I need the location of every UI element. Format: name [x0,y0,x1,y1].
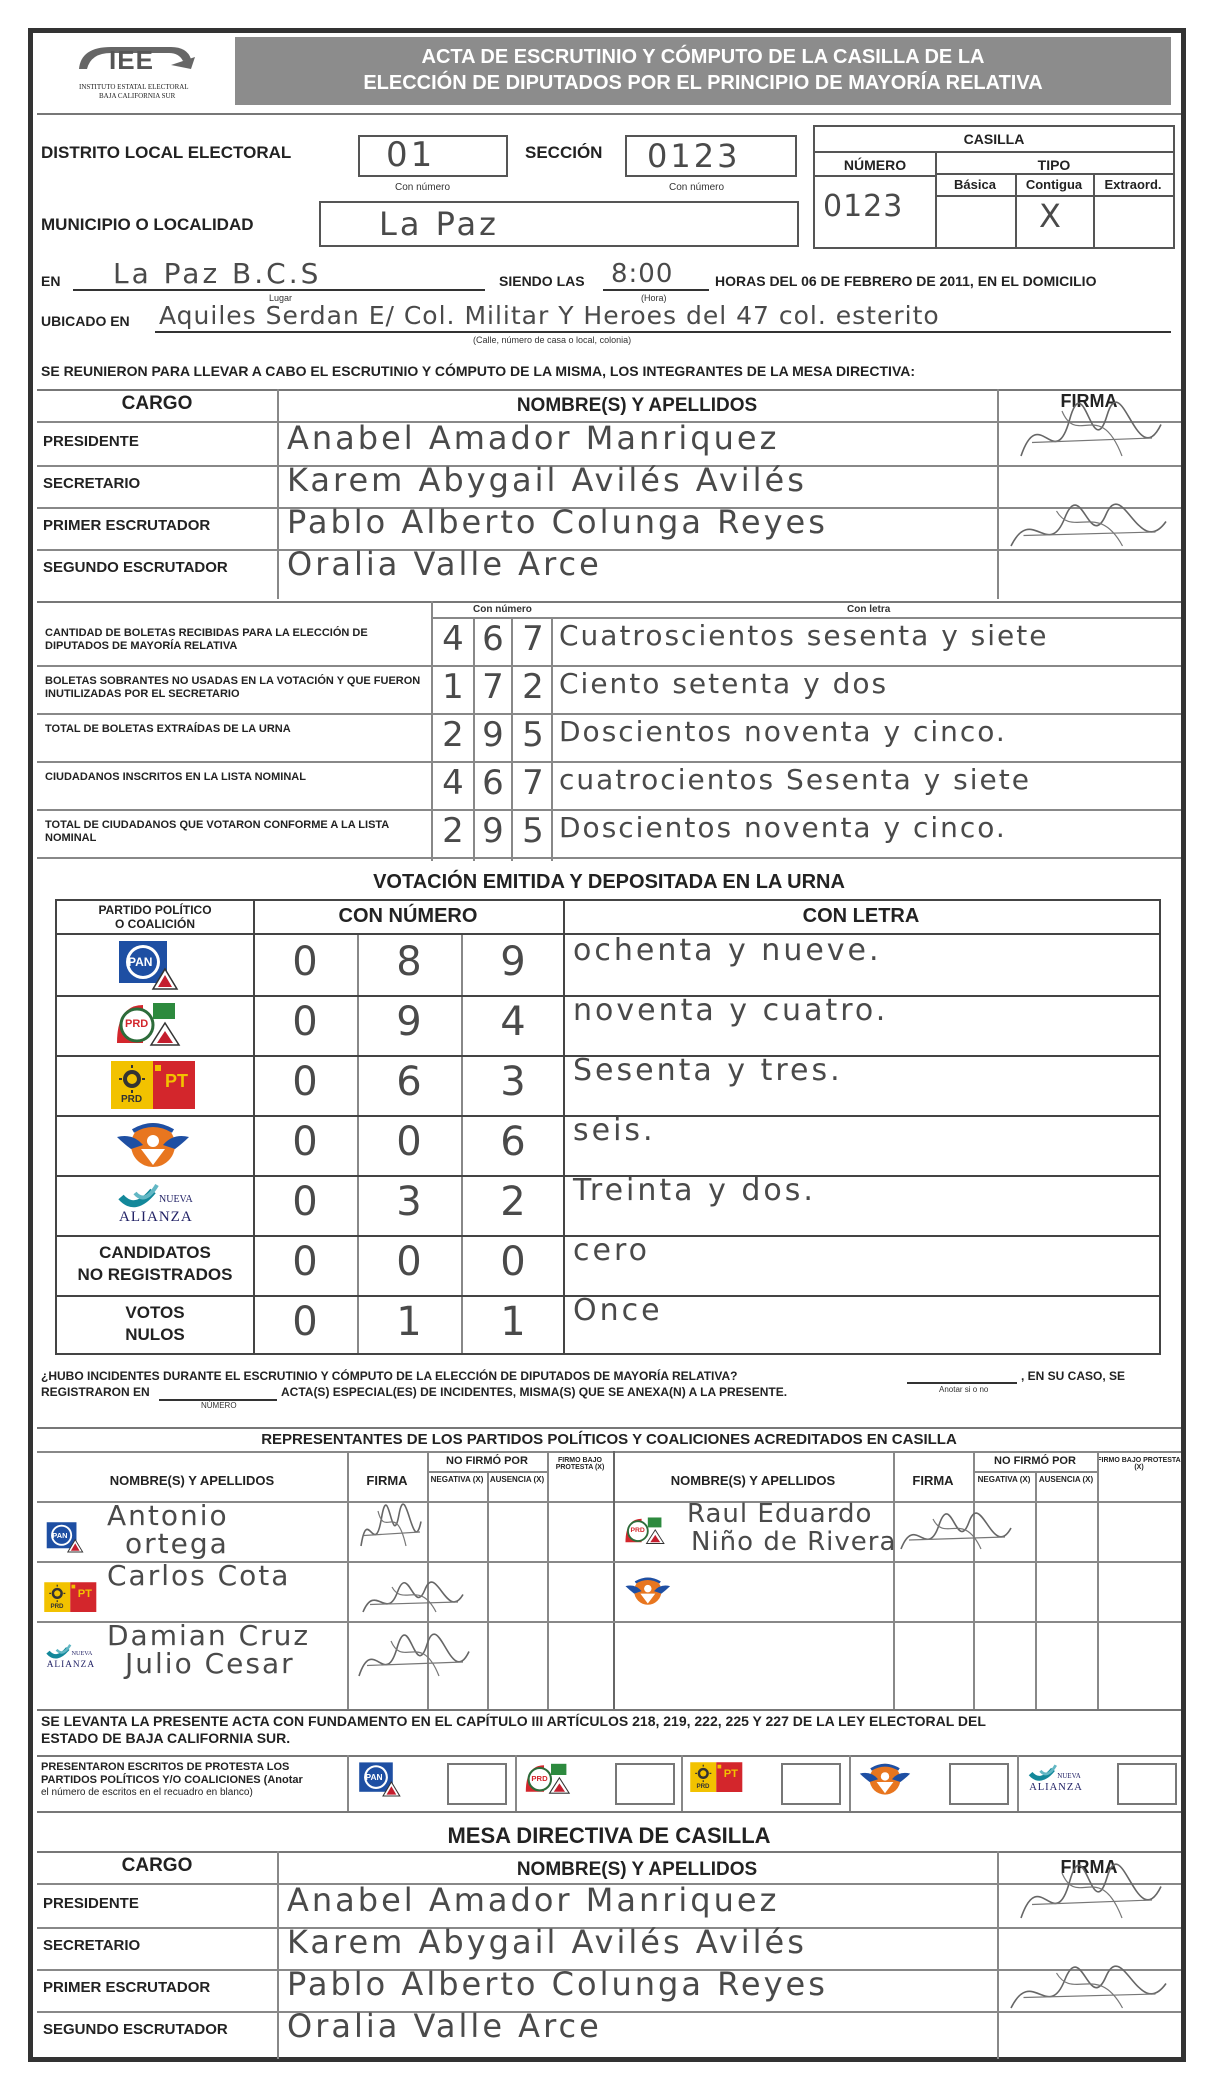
rep-left-nombre-header: NOMBRE(S) Y APELLIDOS [109,1473,275,1488]
votacion-label-2: NULOS [125,1325,185,1344]
cargo-cell: PRIMER ESCRUTADOR [43,1979,211,1996]
prd-pt-logo-prd: PRD [696,1782,710,1790]
casilla-title: CASILLA [963,131,1025,147]
nombre-cell[interactable]: Oralia Valle Arce [287,545,602,583]
votacion-digit[interactable]: 0 [396,1239,422,1285]
hora-caption: (Hora) [641,293,667,303]
votacion-digit[interactable]: 0 [292,1059,318,1105]
cargo-cell: SEGUNDO ESCRUTADOR [43,559,228,576]
votacion-digit[interactable]: 0 [292,1119,318,1165]
party-logo-nueva-alianza [113,1179,205,1236]
ubicado-label: UBICADO EN [41,313,130,329]
escritos-party-logo [689,1761,744,1798]
escritos-cell-divider [849,1755,851,1811]
prd-pt-logo-prd: PRD [121,1094,143,1105]
escritos-line-1: PRESENTARON ESCRITOS DE PROTESTA LOS [41,1761,290,1773]
rep-left-name[interactable]: Antonio [107,1499,229,1532]
cargo-cell: SECRETARIO [43,475,141,492]
boletas-digit[interactable]: 6 [482,619,504,659]
contigua-mark[interactable]: X [1039,197,1064,235]
rep-right-firma-header: FIRMA [912,1473,954,1488]
nombre-cell[interactable]: Anabel Amador Manriquez [287,419,780,457]
votacion-letra[interactable]: cero [573,1233,650,1268]
escritos-cell-divider [347,1755,349,1811]
escritos-input-box[interactable] [949,1763,1009,1805]
votacion-digit[interactable]: 0 [292,1179,318,1225]
votacion-digit[interactable]: 9 [500,939,526,985]
votacion-label-2: NO REGISTRADOS [77,1265,233,1284]
pan-logo-text: PAN [52,1530,68,1540]
escritos-input-box[interactable] [1117,1763,1177,1805]
cargo-cell: PRIMER ESCRUTADOR [43,517,211,534]
votacion-digit[interactable]: 0 [292,1299,318,1345]
nombre-cell[interactable]: Pablo Alberto Colunga Reyes [287,1965,828,2003]
logo-caption-1: INSTITUTO ESTATAL ELECTORAL [79,83,189,91]
escritos-row [37,1755,1181,1811]
escritos-cell-divider [515,1755,517,1811]
rep-left-firma-header: FIRMA [366,1473,408,1488]
rep-left-party-logo [43,1581,98,1618]
title-line-1: ACTA DE ESCRUTINIO Y CÓMPUTO DE LA CASILLA DE LA [421,46,985,68]
votacion-letra[interactable]: seis. [573,1113,656,1148]
title-line-2: ELECCIÓN DE DIPUTADOS POR EL PRINCIPIO DE MAYORÍA RELATIVA [363,72,1043,94]
rep-right-nofirmo: NO FIRMÓ POR [994,1455,1076,1467]
horas-text: HORAS DEL 06 DE FEBRERO DE 2011, EN EL DOMICILIO [715,273,1097,289]
boletas-digit[interactable]: 2 [522,667,544,707]
incidentes-block [41,1369,1181,1429]
party-logo-prd-pt [109,1059,197,1116]
nueva-alianza-logo-nueva: NUEVA [71,1650,93,1658]
votacion-letra[interactable]: Treinta y dos. [573,1173,816,1208]
votacion-letra[interactable]: noventa y cuatro. [573,993,889,1028]
cargo-cell: SEGUNDO ESCRUTADOR [43,2021,228,2038]
acta-sheet [28,28,1186,2062]
boletas-digit[interactable]: 2 [442,715,464,755]
title-band [235,37,1171,105]
boletas-digit[interactable]: 7 [482,667,504,707]
lugar-caption: Lugar [269,293,293,303]
votacion-con-letra: CON LETRA [802,905,920,927]
incidentes-line-1: ¿HUBO INCIDENTES DURANTE EL ESCRUTINIO Y CÓMPUTO DE LA ELECCIÓN DE DIPUTADOS DE MAYORÍA RELATIVA? [41,1369,738,1383]
party-logo-pan [113,939,179,996]
prd-pt-logo-prd: PRD [50,1602,64,1610]
escrutador-signature [1007,497,1172,572]
nombre-cell[interactable]: Karem Abygail Avilés Avilés [287,461,807,499]
boletas-letra[interactable]: cuatrocientos Sesenta y siete [559,763,1031,796]
cargo-cell: PRESIDENTE [43,433,139,450]
presidente-signature [1017,393,1167,488]
votacion-digit[interactable]: 1 [396,1299,422,1345]
nueva-alianza-logo-alianza: ALIANZA [119,1209,193,1225]
escritos-cell-divider [681,1755,683,1811]
escritos-party-logo [1025,1761,1089,1802]
rep-right-firmo-bajo: FIRMO BAJO PROTESTA (X) [1097,1457,1181,1471]
distrito-field[interactable] [358,135,508,177]
nombre-cell[interactable]: Anabel Amador Manriquez [287,1881,780,1919]
rep-left-name[interactable]: Julio Cesar [125,1647,295,1680]
escritos-line-3: el número de escritos en el recuadro en blanco) [41,1787,253,1798]
boletas-letra[interactable]: Cuatroscientos sesenta y siete [559,619,1049,652]
pan-logo-text: PAN [365,1772,383,1783]
logo-caption-2: BAJA CALIFORNIA SUR [99,92,176,100]
rep-right-party-logo [623,1515,665,1552]
votacion-digit[interactable]: 0 [292,939,318,985]
distrito-label: DISTRITO LOCAL ELECTORAL [41,143,292,162]
rep-signature-1 [357,1497,427,1572]
lugar-value: La Paz B.C.S [113,257,322,290]
votacion-digit[interactable]: 6 [396,1059,422,1105]
boletas-digit[interactable]: 5 [522,811,544,851]
nombre-cell[interactable]: Karem Abygail Avilés Avilés [287,1923,807,1961]
casilla-numero-value: 0123 [823,189,904,224]
rep-right-ausencia: AUSENCIA (X) [1038,1475,1094,1484]
votacion-digit[interactable]: 0 [292,999,318,1045]
representantes-title: REPRESENTANTES DE LOS PARTIDOS POLÍTICOS Y COALICIONES ACREDITADOS EN CASILLA [261,1431,957,1448]
boletas-digit[interactable]: 1 [442,667,464,707]
seccion-label: SECCIÓN [525,143,603,162]
tipo-label: TIPO [1037,157,1071,173]
rep-left-party-logo [43,1521,84,1558]
escritos-party-logo [523,1761,571,1802]
nombre-cell[interactable]: Oralia Valle Arce [287,2007,602,2045]
boletas-digit[interactable]: 9 [482,811,504,851]
votacion-digit[interactable]: 3 [396,1179,422,1225]
mesa-top-table [37,389,1181,599]
votacion-digit[interactable]: 3 [500,1059,526,1105]
siendo-label: SIENDO LAS [499,273,585,289]
boletas-row-label: CANTIDAD DE BOLETAS RECIBIDAS PARA LA ELECCIÓN DE DIPUTADOS DE MAYORÍA RELATIVA [45,627,368,652]
en-label: EN [41,273,61,289]
rep-right-nombre-header: NOMBRE(S) Y APELLIDOS [670,1473,836,1488]
numero-label: NÚMERO [843,157,907,173]
cargo-cell: SECRETARIO [43,1937,141,1954]
boletas-letra[interactable]: Doscientos noventa y cinco. [559,715,1007,748]
prd-logo-text: PRD [125,1018,149,1030]
rep-right-name[interactable]: Niño de Rivera [691,1527,897,1557]
votacion-digit[interactable]: 0 [396,1119,422,1165]
boletas-row-label: CIUDADANOS INSCRITOS EN LA LISTA NOMINAL [45,771,306,783]
boletas-digit[interactable]: 4 [442,763,464,803]
boletas-row-label: TOTAL DE BOLETAS EXTRAÍDAS DE LA URNA [45,723,291,735]
votacion-letra[interactable]: ochenta y nueve. [573,933,882,968]
votacion-digit[interactable]: 9 [396,999,422,1045]
votacion-table [55,899,1161,1355]
mesa-bottom-nombre-header: NOMBRE(S) Y APELLIDOS [516,1859,758,1880]
boletas-digit[interactable]: 5 [522,715,544,755]
votacion-con-numero: CON NÚMERO [338,905,478,927]
prd-logo-text: PRD [531,1774,548,1784]
rep-left-nofirmo: NO FIRMÓ POR [446,1455,528,1467]
mesa-bottom-cargo-header: CARGO [121,1855,193,1876]
escritos-cell-divider [1017,1755,1019,1811]
party-logo-prs [113,1119,193,1176]
tipo-basica: Básica [954,177,996,192]
casilla-box [813,125,1175,249]
escritos-line-2: PARTIDOS POLÍTICOS Y/O COALICIONES (Anotar [41,1774,303,1786]
party-logo-prd [113,999,181,1056]
rep-signature-3 [355,1627,475,1702]
boletas-row-label: BOLETAS SOBRANTES NO USADAS EN LA VOTACIÓN Y QUE FUERON INUTILIZADAS POR EL SECRETARIO [45,675,421,700]
boletas-digit[interactable]: 6 [482,763,504,803]
rep-right-party-logo [623,1575,673,1612]
escrutador-signature [1007,1959,1172,2034]
nueva-alianza-logo-alianza: ALIANZA [1029,1782,1083,1793]
votacion-digit[interactable]: 2 [500,1179,526,1225]
votacion-digit[interactable]: 0 [292,1239,318,1285]
tipo-contigua: Contigua [1025,177,1083,192]
rep-left-name[interactable]: Damian Cruz [107,1619,311,1652]
fundamento-line-1: SE LEVANTA LA PRESENTE ACTA CON FUNDAMENTO EN EL CAPÍTULO III ARTÍCULOS 218, 219, 222, 225 Y 227 DE LA LEY ELECTORAL DEL [41,1713,986,1729]
municipio-value: La Paz [379,205,499,243]
escritos-party-logo [857,1761,913,1802]
rep-left-name[interactable]: ortega [125,1527,229,1560]
rep-left-party-logo [43,1641,100,1678]
boletas-letra[interactable]: Ciento setenta y dos [559,667,889,700]
seccion-caption: Con número [669,182,725,193]
prd-logo-text: PRD [630,1526,645,1534]
cargo-cell: PRESIDENTE [43,1895,139,1912]
seccion-value: 0123 [647,137,741,175]
votacion-label-1: CANDIDATOS [99,1243,211,1262]
prd-pt-logo-pt: PT [723,1768,738,1781]
pan-logo-text: PAN [128,955,153,969]
mesa-bottom-table [37,1851,1181,2063]
rep-signature-2 [359,1577,469,1632]
rep-left-firmo-bajo: FIRMO BAJO PROTESTA (X) [555,1457,605,1471]
fundamento-line-2: ESTADO DE BAJA CALIFORNIA SUR. [41,1730,291,1746]
distrito-caption: Con número [395,182,451,193]
rep-signature-4 [897,1507,1017,1572]
rep-right-name[interactable]: Raul Eduardo [687,1499,873,1529]
boletas-con-letra: Con letra [847,604,891,615]
domicilio-caption: (Calle, número de casa o local, colonia) [473,335,632,345]
mesa-top-cargo-header: CARGO [121,393,193,414]
mesa-bottom-firma-header: FIRMA [1060,1857,1118,1877]
boletas-row-label: TOTAL DE CIUDADANOS QUE VOTARON CONFORME A LA LISTA NOMINAL [45,819,389,844]
escritos-input-box[interactable] [781,1763,841,1805]
nueva-alianza-logo-alianza: ALIANZA [46,1659,96,1670]
presidente-signature [1017,1855,1167,1950]
incidentes-numero-caption: NÚMERO [201,1401,237,1410]
votacion-title: VOTACIÓN EMITIDA Y DEPOSITADA EN LA URNA [373,871,845,893]
votacion-letra[interactable]: Sesenta y tres. [573,1053,843,1088]
rep-left-name[interactable]: Carlos Cota [107,1559,291,1592]
incidentes-anotar: Anotar si o no [939,1385,989,1394]
logo-text: IEE [109,45,154,75]
distrito-value: 01 [386,135,436,175]
rep-right-negativa: NEGATIVA (X) [977,1475,1031,1484]
votacion-letra[interactable]: Once [573,1293,663,1328]
mesa-top-firma-header: FIRMA [1060,391,1118,411]
iee-logo [71,39,201,101]
reunieron-text: SE REUNIERON PARA LLEVAR A CABO EL ESCRUTINIO Y CÓMPUTO DE LA MISMA, LOS INTEGRANTES DE LA MESA DIRECTIVA: [41,363,916,379]
mesa-top-nombre-header: NOMBRE(S) Y APELLIDOS [516,395,758,416]
escritos-party-logo [355,1761,401,1802]
nombre-cell[interactable]: Pablo Alberto Colunga Reyes [287,503,828,541]
boletas-digit[interactable]: 2 [442,811,464,851]
votacion-digit[interactable]: 4 [500,999,526,1045]
boletas-table [37,601,1181,861]
boletas-digit[interactable]: 9 [482,715,504,755]
partido-header-2: O COALICIÓN [115,917,195,931]
votacion-digit[interactable]: 0 [500,1239,526,1285]
municipio-label: MUNICIPIO O LOCALIDAD [41,215,254,234]
nueva-alianza-logo-nueva: NUEVA [159,1194,193,1205]
row-divider [37,857,1181,859]
municipio-field[interactable] [319,201,799,247]
escritos-input-box[interactable] [615,1763,675,1805]
tipo-extraord: Extraord. [1104,177,1162,192]
representantes-table [37,1427,1181,1709]
seccion-field[interactable] [625,135,797,177]
rep-left-ausencia: AUSENCIA (X) [489,1475,545,1484]
votacion-digit[interactable]: 6 [500,1119,526,1165]
domicilio-value: Aquiles Serdan E/ Col. Militar Y Heroes del 47 col. esterito [159,301,940,330]
boletas-letra[interactable]: Doscientos noventa y cinco. [559,811,1007,844]
boletas-con-numero: Con número [473,604,532,615]
rep-left-negativa: NEGATIVA (X) [430,1475,484,1484]
escritos-input-box[interactable] [447,1763,507,1805]
prd-pt-logo-pt: PT [77,1588,92,1601]
nueva-alianza-logo-nueva: NUEVA [1057,1771,1081,1780]
hora-value: 8:00 [611,259,674,289]
prd-pt-logo-pt: PT [165,1071,189,1091]
boletas-digit[interactable]: 4 [442,619,464,659]
incidentes-line-1b: , EN SU CASO, SE [1021,1369,1126,1383]
partido-header-1: PARTIDO POLÍTICO [98,903,212,917]
votacion-label-1: VOTOS [125,1303,185,1322]
incidentes-line-2b: ACTA(S) ESPECIAL(ES) DE INCIDENTES, MISMA(S) QUE SE ANEXA(N) A LA PRESENTE. [281,1385,788,1399]
boletas-digit[interactable]: 7 [522,763,544,803]
boletas-digit[interactable]: 7 [522,619,544,659]
votacion-digit[interactable]: 8 [396,939,422,985]
votacion-digit[interactable]: 1 [500,1299,526,1345]
mesa-bottom-title: MESA DIRECTIVA DE CASILLA [447,1823,771,1848]
incidentes-line-2a: REGISTRARON EN [41,1385,150,1399]
